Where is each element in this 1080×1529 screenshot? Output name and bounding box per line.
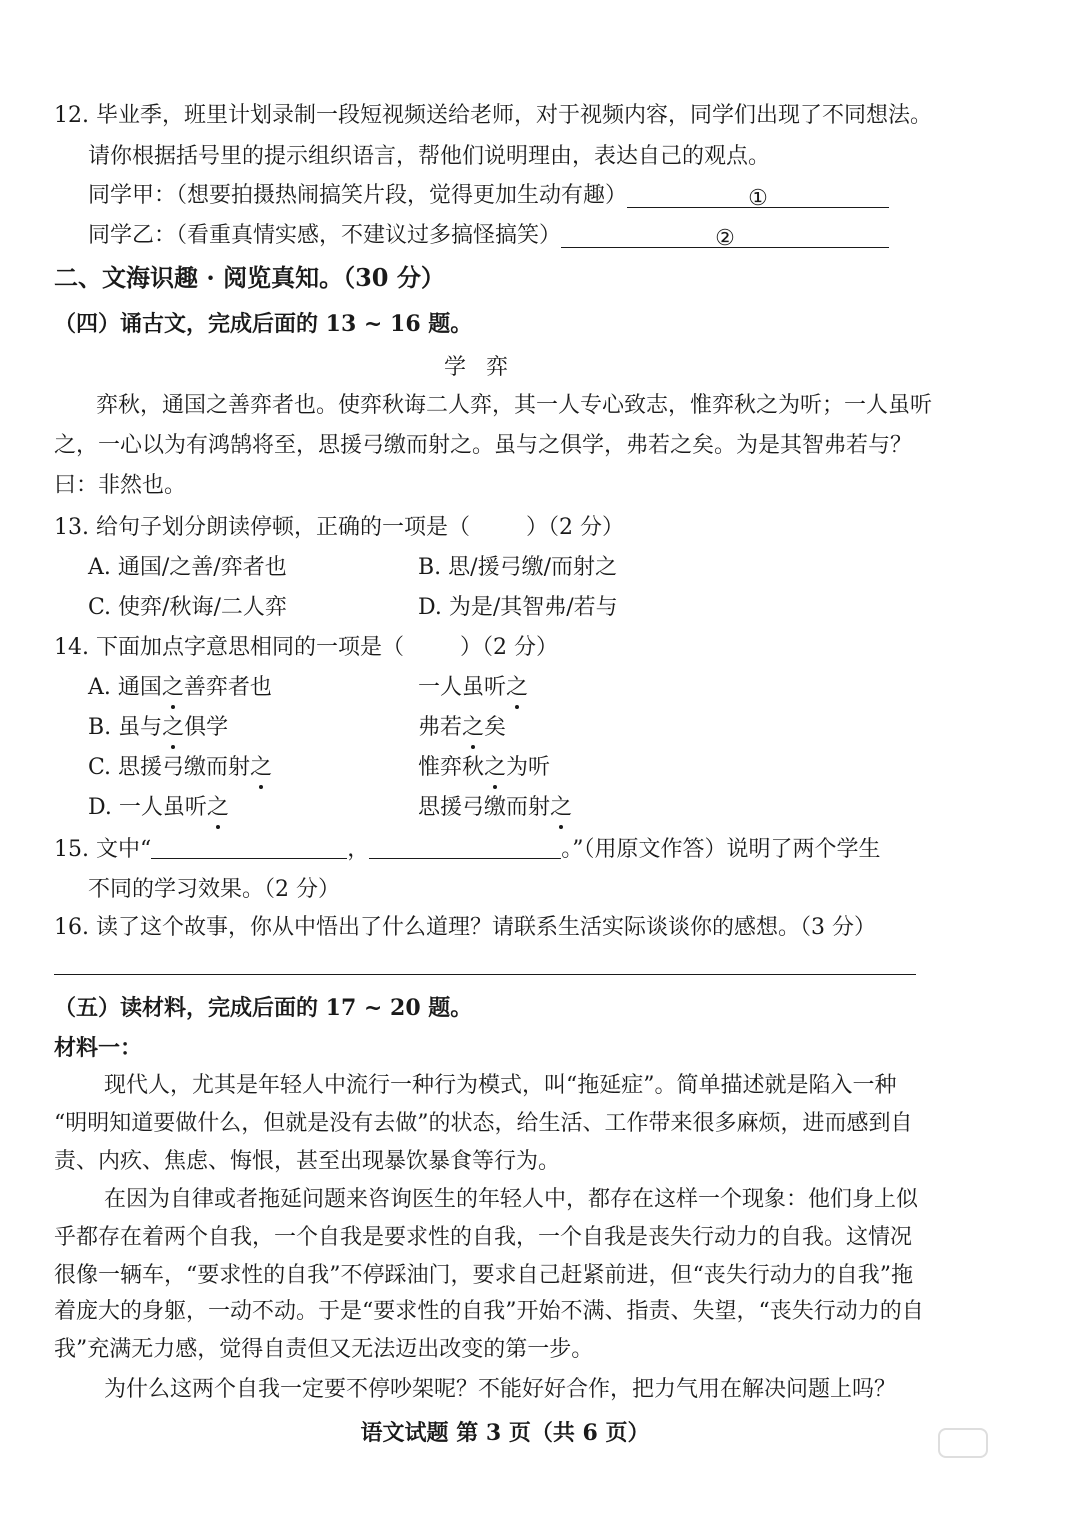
text-segment: C. 思援弓缴而射 bbox=[88, 755, 251, 780]
q14-option-d-right bbox=[418, 794, 572, 822]
q16-stem: 16. 读了这个故事，你从中悟出了什么道理？请联系生活实际谈谈你的感想。（3 分） bbox=[54, 915, 876, 940]
section-2-title: 二、文海识趣 · 阅览真知。（30 分） bbox=[54, 263, 445, 292]
q14-option-b-right bbox=[418, 714, 506, 742]
q14-option-c-left bbox=[88, 754, 272, 782]
material-p2-line2: 乎都存在着两个自我，一个自我是要求性的自我，一个自我是丧失行动力的自我。这情况 bbox=[54, 1225, 913, 1250]
page-footer: 语文试题 第 3 页（共 6 页） bbox=[360, 1420, 650, 1446]
q14-option-a-right bbox=[418, 674, 528, 702]
q14-stem bbox=[54, 634, 558, 662]
q15-comma: ， bbox=[347, 837, 370, 862]
q14-option-a-left bbox=[88, 674, 272, 702]
material-p1-line3: 责、内疚、焦虑、悔恨，甚至出现暴饮暴食等行为。 bbox=[54, 1149, 561, 1174]
q12-student-a-prompt: 同学甲：（想要拍摄热闹搞笑片段，觉得更加生动有趣） bbox=[88, 183, 628, 208]
text-segment: B. 虽与 bbox=[88, 715, 163, 740]
q13-option-d: D. 为是/其智弗/若与 bbox=[418, 595, 618, 620]
dotted-char: 之 bbox=[206, 795, 229, 820]
watermark-logo-icon bbox=[938, 1428, 988, 1458]
q14-option-d-left bbox=[88, 794, 229, 822]
text-segment: D. 一人虽听 bbox=[88, 795, 207, 820]
material-p2-line1: 在因为自律或者拖延问题来咨询医生的年轻人中，都存在这样一个现象：他们身上似 bbox=[104, 1187, 919, 1212]
q14-score: ）（2 分） bbox=[459, 635, 558, 660]
material-p1-line2: “明明知道要做什么，但就是没有去做”的状态，给生活、工作带来很多麻烦，进而感到自 bbox=[54, 1111, 913, 1136]
dotted-char: 之 bbox=[484, 755, 507, 780]
text-segment: 惟弈秋 bbox=[418, 755, 485, 780]
q14-option-c-right bbox=[418, 754, 550, 782]
passage-line-3: 曰：非然也。 bbox=[54, 473, 187, 498]
q13-option-b: B. 思/援弓缴/而射之 bbox=[418, 555, 617, 580]
q13-option-a: A. 通国/之善/弈者也 bbox=[88, 555, 287, 580]
text-segment: 俱学 bbox=[184, 715, 229, 740]
q12-student-b bbox=[88, 222, 889, 250]
q13-option-c: C. 使弈/秋诲/二人弈 bbox=[88, 595, 287, 620]
passage-title: 学弈 bbox=[443, 355, 528, 380]
part-4-heading: （四）诵古文，完成后面的 13 ~ 16 题。 bbox=[54, 311, 473, 337]
q15-answer-blank-2[interactable] bbox=[369, 836, 561, 859]
text-segment: 弗若 bbox=[418, 715, 463, 740]
material-1-label: 材料一： bbox=[54, 1035, 143, 1061]
dotted-char: 之 bbox=[161, 675, 184, 700]
text-segment: 思援弓缴而射 bbox=[418, 795, 551, 820]
q12-answer-blank-1[interactable] bbox=[627, 185, 889, 211]
text-segment: 矣 bbox=[484, 715, 507, 740]
q13-score: ）（2 分） bbox=[525, 515, 624, 540]
dotted-char: 之 bbox=[462, 715, 485, 740]
q15-line2: 不同的学习效果。（2 分） bbox=[88, 877, 340, 902]
q12-answer-blank-2[interactable] bbox=[561, 225, 889, 251]
dotted-char: 之 bbox=[506, 675, 529, 700]
q15-suffix: 。”（用原文作答）说明了两个学生 bbox=[561, 837, 881, 862]
q12-line1: 12. 毕业季，班里计划录制一段短视频送给老师，对于视频内容，同学们出现了不同想法。 bbox=[54, 103, 932, 128]
q15-line1 bbox=[54, 836, 881, 864]
text-segment: 一人虽听 bbox=[418, 675, 507, 700]
material-p3-line1: 为什么这两个自我一定要不停吵架呢？不能好好合作，把力气用在解决问题上吗？ bbox=[104, 1377, 897, 1402]
passage-line-1: 弈秋，通国之善弈者也。使弈秋诲二人弈，其一人专心致志，惟弈秋之为听；一人虽听 bbox=[96, 393, 933, 418]
q12-line2: 请你根据括号里的提示组织语言，帮他们说明理由，表达自己的观点。 bbox=[88, 144, 771, 169]
material-p2-line3: 很像一辆车，“要求性的自我”不停踩油门，要求自己赶紧前进，但“丧失行动力的自我”拖 bbox=[54, 1263, 913, 1288]
q13-stem bbox=[54, 514, 624, 542]
material-p1-line1: 现代人，尤其是年轻人中流行一种行为模式，叫“拖延症”。简单描述就是陷入一种 bbox=[104, 1073, 897, 1098]
q14-stem-text: 14. 下面加点字意思相同的一项是（ bbox=[54, 635, 404, 660]
q16-answer-line[interactable] bbox=[54, 974, 916, 975]
dotted-char: 之 bbox=[162, 715, 185, 740]
q12-blank-2-mark: ② bbox=[715, 226, 735, 251]
text-segment: 善弈者也 bbox=[183, 675, 272, 700]
part-5-heading: （五）读材料，完成后面的 17 ~ 20 题。 bbox=[54, 995, 473, 1021]
q15-prefix: 15. 文中“ bbox=[54, 837, 152, 862]
material-p2-line5: 我”充满无力感，觉得自责但又无法迈出改变的第一步。 bbox=[54, 1337, 594, 1362]
q15-answer-blank-1[interactable] bbox=[151, 836, 347, 859]
passage-line-2: 之，一心以为有鸿鹄将至，思援弓缴而射之。虽与之俱学，弗若之矣。为是其智弗若与？ bbox=[54, 433, 913, 458]
text-segment: 为听 bbox=[506, 755, 551, 780]
dotted-char: 之 bbox=[550, 795, 573, 820]
text-segment: A. 通国 bbox=[88, 675, 162, 700]
q14-option-b-left bbox=[88, 714, 228, 742]
material-p2-line4: 着庞大的身躯，一动不动。于是“要求性的自我”开始不满、指责、失望，“丧失行动力的自 bbox=[54, 1299, 924, 1324]
q12-student-a bbox=[88, 182, 889, 210]
q12-student-b-prompt: 同学乙：（看重真情实感，不建议过多搞怪搞笑） bbox=[88, 223, 562, 248]
q13-stem-text: 13. 给句子划分朗读停顿，正确的一项是（ bbox=[54, 515, 470, 540]
dotted-char: 之 bbox=[250, 755, 273, 780]
q12-blank-1-mark: ① bbox=[748, 186, 768, 211]
